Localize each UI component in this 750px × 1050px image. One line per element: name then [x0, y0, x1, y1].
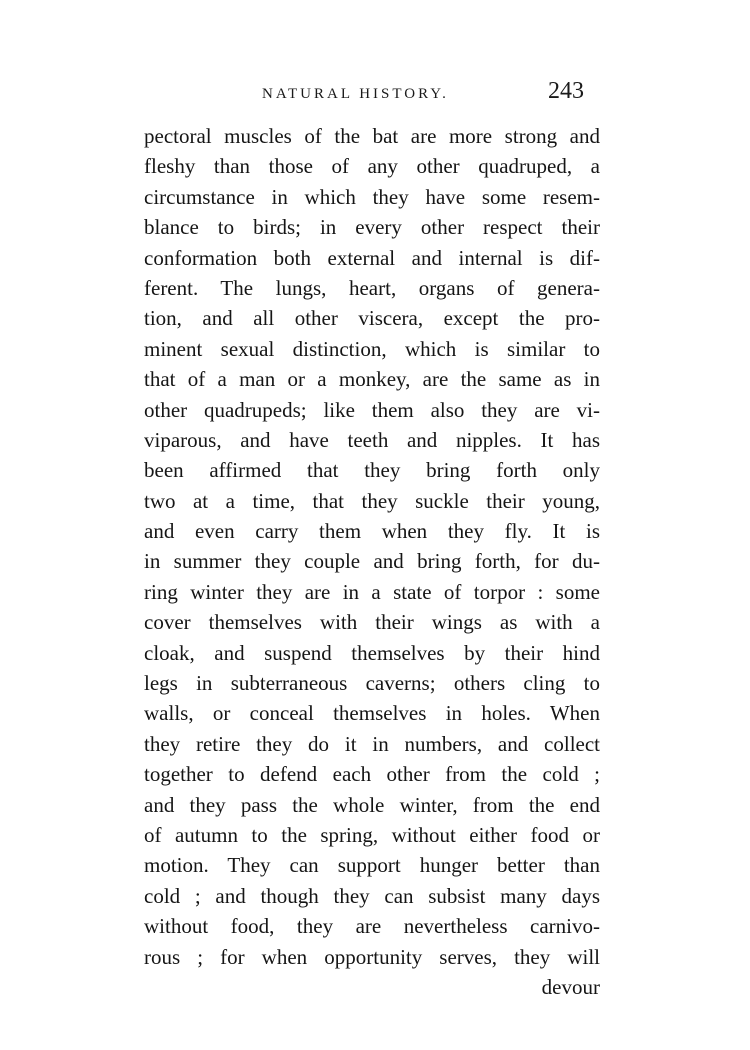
body-text: [144, 121, 600, 1002]
text-line: of autumn to the spring, without either food or: [144, 822, 600, 847]
catchword: devour: [541, 974, 600, 999]
text-line: fleshy than those of any other quadruped, a: [144, 154, 600, 179]
text-line: cover themselves with their wings as with a: [144, 610, 600, 635]
text-line: in summer they couple and bring forth, for du-: [144, 549, 600, 574]
text-line: ring winter they are in a state of torpor : some: [144, 579, 600, 604]
text-line: viparous, and have teeth and nipples. It has: [144, 427, 600, 452]
text-line: minent sexual distinction, which is similar to: [144, 336, 600, 361]
text-line: rous ; for when opportunity serves, they will: [144, 944, 600, 969]
text-line: and they pass the whole winter, from the end: [144, 792, 600, 817]
text-line: motion. They can support hunger better than: [144, 853, 600, 878]
text-line: walls, or conceal themselves in holes. When: [144, 701, 600, 726]
text-line: pectoral muscles of the bat are more strong and: [144, 124, 600, 148]
text-line: cloak, and suspend themselves by their hind: [144, 640, 600, 665]
text-line: been affirmed that they bring forth only: [144, 458, 600, 483]
running-head: NATURAL HISTORY.: [262, 86, 449, 102]
text-line: legs in subterraneous caverns; others cling to: [144, 671, 600, 696]
text-line: blance to birds; in every other respect their: [144, 215, 600, 240]
text-line: together to defend each other from the cold ;: [144, 762, 600, 787]
text-line: circumstance in which they have some resem-: [144, 184, 600, 209]
text-line: and even carry them when they fly. It is: [144, 519, 600, 544]
text-line: other quadrupeds; like them also they are vi-: [144, 397, 600, 422]
text-line: conformation both external and internal is dif-: [144, 245, 600, 270]
text-line: that of a man or a monkey, are the same as in: [144, 367, 600, 392]
text-line: they retire they do it in numbers, and collect: [144, 731, 600, 756]
text-line: ferent. The lungs, heart, organs of genera-: [144, 275, 600, 300]
text-line: cold ; and though they can subsist many days: [144, 883, 600, 908]
text-line: without food, they are nevertheless carnivo-: [144, 914, 600, 939]
page-number: 243: [548, 78, 584, 104]
text-line: two at a time, that they suckle their young,: [144, 488, 600, 513]
text-line: tion, and all other viscera, except the pro-: [144, 306, 600, 331]
